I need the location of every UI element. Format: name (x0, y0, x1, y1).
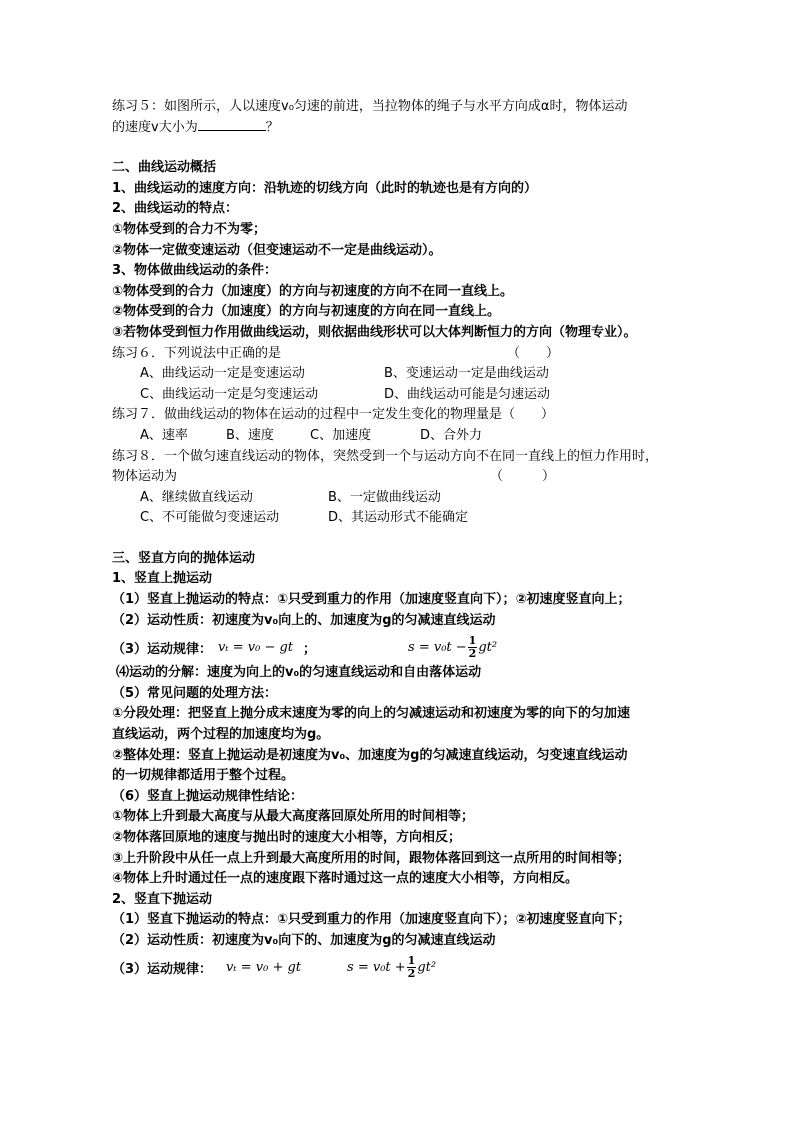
sec3-1-methods: （5）常见问题的处理方法： (112, 685, 278, 701)
exercise-5-line-1: 练习５：如图所示，人以速度v₀匀速的前进，当拉物体的绳子与水平方向成α时，物体运动 (112, 99, 628, 114)
exercise-8-stem-2 (112, 467, 684, 488)
fraction-half (407, 955, 417, 980)
sec2-point-1: 1、曲线运动的速度方向：沿轨迹的切线方向（此时的轨迹也是有方向的） (112, 180, 538, 196)
exercise-8-stem-1: 练习８．一个做匀速直线运动的物体，突然受到一个与运动方向不在同一直线上的恒力作用时， (112, 448, 659, 464)
option-d[interactable]: D、曲线运动可能是匀速运动 (384, 386, 551, 402)
option-c[interactable]: C、曲线运动一定是匀变速运动 (140, 386, 319, 402)
sec3-1-feature: （1）竖直上抛运动的特点：①只受到重力的作用（加速度竖直向下）；②初速度竖直向上； (112, 592, 631, 608)
option-c[interactable]: C、不可能做匀变速运动 (140, 510, 280, 526)
sec2-point-6: ①物体受到的合力（加速度）的方向与初速度的方向不在同一直线上。 (112, 283, 514, 299)
option-b[interactable]: B、速度 (226, 427, 274, 443)
exercise-5-prompt: 的速度v大小为 (112, 119, 198, 135)
sec2-point-3: ①物体受到的合力不为零； (112, 221, 267, 237)
exercise-8-question: 物体运动为 (112, 469, 178, 485)
displacement-formula-down-left: s = v₀t + (347, 960, 406, 976)
option-c[interactable]: C、加速度 (310, 427, 372, 443)
sec3-1-conclusion-c: ③上升阶段中从任一点上升到最大高度所用的时间，跟物体落回到这一点所用的时间相等； (112, 850, 631, 866)
fraction-denominator: 2 (468, 646, 477, 660)
sec3-1-method-b-2: 的一切规律都适用于整个过程。 (112, 768, 295, 784)
sec3-1-method-a-2: 直线运动，两个过程的加速度均为g。 (112, 727, 330, 743)
option-a[interactable]: A、曲线运动一定是变速运动 (140, 366, 305, 382)
sec3-1-method-b-1: ②整体处理：竖直上抛运动是初速度为v₀、加速度为g的匀减速直线运动，匀变速直线运动 (112, 747, 628, 763)
sec3-2-nature: （2）运动性质：初速度为v₀向下的、加速度为g的匀减速直线运动 (112, 932, 496, 948)
exercise-5-line-2 (112, 118, 684, 139)
exercise-8-answer-paren[interactable]: （ ） (490, 469, 556, 485)
sec3-2-law (112, 952, 684, 984)
law-label: （3）运动规律： (112, 641, 213, 657)
option-d[interactable]: D、合外力 (420, 427, 483, 443)
exercise-7-options (112, 426, 684, 447)
sec2-point-4: ②物体一定做变速运动（但变速运动不一定是曲线运动）。 (112, 242, 442, 258)
option-a[interactable]: A、速率 (140, 427, 188, 443)
sec3-1-conclusion-d: ④物体上升时通过任一点的速度跟下落时通过这一点的速度大小相等，方向相反。 (112, 871, 579, 887)
sec2-point-7: ②物体受到的合力（加速度）的方向与初速度的方向在同一直线上。 (112, 304, 501, 320)
section-3-title: 三、竖直方向的抛体运动 (112, 550, 256, 566)
sec3-1-law (112, 631, 684, 663)
option-b[interactable]: B、一定做曲线运动 (328, 489, 441, 505)
section-2-title: 二、曲线运动概括 (112, 160, 217, 176)
sec2-point-5: 3、物体做曲线运动的条件： (112, 263, 278, 279)
answer-blank[interactable] (198, 118, 266, 131)
exercise-6-question: 练习６．下列说法中正确的是 (112, 345, 282, 361)
formula-separator: ； (303, 641, 317, 657)
fraction-numerator: 1 (407, 954, 416, 968)
sec3-1-conclusion-a: ①物体上升到最大高度与从最大高度落回原处所用的时间相等； (112, 809, 475, 825)
sec3-1-conclusions: （6）竖直上抛运动规律性结论： (112, 788, 304, 804)
law-label: （3）运动规律： (112, 962, 213, 978)
displacement-formula-up-left: s = v₀t − (408, 639, 467, 655)
velocity-formula-down: vₜ = v₀ + gt (226, 960, 302, 976)
exercise-8-options-row-2 (112, 508, 684, 529)
option-a[interactable]: A、继续做直线运动 (140, 489, 253, 505)
sec3-2-feature: （1）竖直下抛运动的特点：①只受到重力的作用（加速度竖直向下）；②初速度竖直向下； (112, 912, 631, 928)
fraction-denominator: 2 (407, 967, 416, 981)
exercise-7-stem: 练习７．做曲线运动的物体在运动的过程中一定发生变化的物理量是（ ） (112, 407, 555, 423)
sec3-1-conclusion-b: ②物体落回原地的速度与抛出时的速度大小相等，方向相反； (112, 830, 462, 845)
sec2-point-8: ③若物体受到恒力作用做曲线运动，则依据曲线形状可以大体判断恒力的方向（物理专业）。 (112, 324, 637, 340)
sec3-sub-1: 1、竖直上抛运动 (112, 571, 213, 587)
fraction-numerator: 1 (468, 633, 477, 647)
displacement-formula-down-right: gt² (417, 960, 437, 976)
exercise-5-question-mark: ？ (265, 119, 279, 135)
sec2-point-2: 2、曲线运动的特点： (112, 201, 239, 217)
document-page (112, 97, 684, 984)
sec3-1-nature: （2）运动性质：初速度为v₀向上的、加速度为g的匀减速直线运动 (112, 612, 496, 628)
exercise-6-answer-paren[interactable]: （ ） (507, 345, 560, 361)
displacement-formula-up-right: gt² (478, 639, 498, 655)
option-d[interactable]: D、其运动形式不能确定 (328, 510, 469, 526)
sec3-1-decomposition: ⑷运动的分解：速度为向上的v₀的匀速直线运动和自由落体运动 (116, 665, 482, 681)
fraction-half (468, 635, 478, 660)
velocity-formula-up: vₜ = v₀ − gt (218, 639, 294, 655)
exercise-6-options-row-2 (112, 385, 684, 406)
exercise-6-stem (112, 344, 684, 365)
exercise-6-options-row-1 (112, 364, 684, 385)
option-b[interactable]: B、变速运动一定是曲线运动 (384, 366, 549, 382)
sec3-1-method-a-1: ①分段处理：把竖直上抛分成末速度为零的向上的匀减速运动和初速度为零的向下的匀加速 (112, 706, 631, 722)
sec3-sub-2: 2、竖直下抛运动 (112, 891, 213, 907)
exercise-8-options-row-1 (112, 488, 684, 509)
